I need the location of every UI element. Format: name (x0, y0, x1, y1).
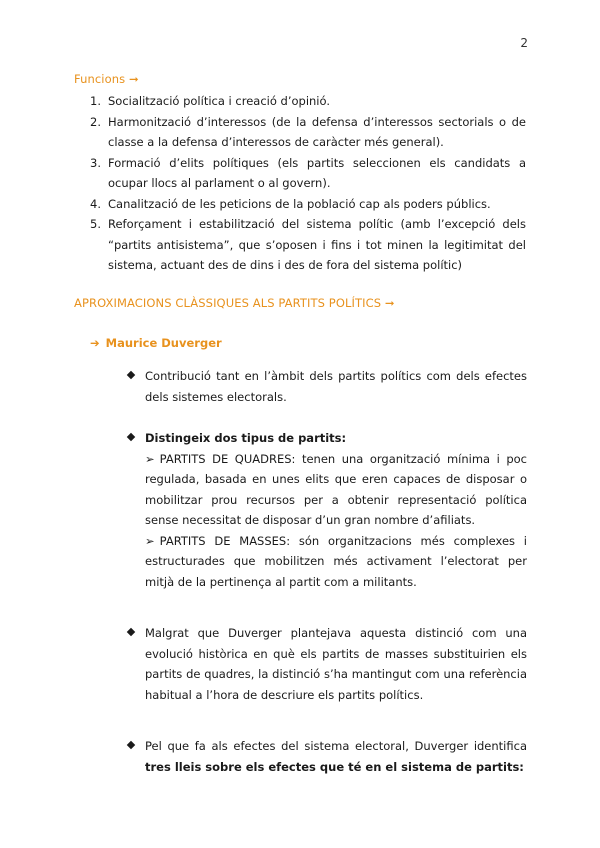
item-number: 1. (90, 94, 101, 108)
list-item (90, 214, 526, 276)
list-item (90, 112, 526, 153)
arrow-right-icon: ➔ (90, 336, 100, 350)
funcions-heading: Funcions ➞ (74, 72, 139, 86)
author-heading (90, 336, 222, 350)
aproximacions-heading: APROXIMACIONS CLÀSSIQUES ALS PARTITS POLÍTICS ➞ (74, 296, 395, 310)
arrowhead-icon: ➢ (145, 451, 155, 466)
duverger-bullets (124, 366, 527, 777)
bullet-bold-text: tres lleis sobre els efectes que té en el sistema de partits: (145, 759, 524, 774)
item-number: 4. (90, 196, 101, 211)
list-item (90, 153, 526, 194)
diamond-bullet-icon (127, 741, 135, 749)
funcions-list (90, 91, 526, 276)
diamond-bullet-icon (127, 628, 135, 636)
item-number: 5. (90, 217, 101, 231)
sub-item-quadres (145, 449, 527, 531)
item-text: Canalització de les peticions de la població cap als poders públics. (108, 196, 491, 211)
item-text: Formació d’elits polítiques (els partits seleccionen els candidats a ocupar llocs al parlament o al govern). (108, 155, 526, 190)
bullet-item (124, 736, 527, 777)
list-item (90, 91, 526, 112)
author-name: Maurice Duverger (105, 336, 222, 350)
item-text: Harmonització d’interessos (de la defensa d’interessos sectorials o de classe a la defensa d’interessos de caràcter més general). (108, 114, 526, 149)
bullet-item (124, 366, 527, 407)
bullet-item (124, 623, 527, 705)
bullet-title: Distingeix dos tipus de partits: (145, 431, 347, 445)
bullet-text: Contribució tant en l’àmbit dels partits polítics com dels efectes dels sistemes electorals. (145, 369, 527, 404)
page-number: 2 (520, 36, 528, 50)
diamond-bullet-icon (127, 371, 135, 379)
sub-item-text: PARTITS DE QUADRES: tenen una organització mínima i poc regulada, basada en unes elits que eren capaces de disposar o mobilitzar prou recursos per a obtenir representació política sense necessitat de disposar d’un gran nombre d’afiliats. (145, 451, 527, 527)
item-number: 3. (90, 155, 101, 170)
arrowhead-icon: ➢ (145, 533, 155, 548)
item-number: 2. (90, 114, 101, 129)
diamond-bullet-icon (127, 433, 135, 441)
bullet-item (124, 428, 527, 592)
item-text: Reforçament i estabilització del sistema polític (amb l’excepció dels “partits antisistema”, que s’oposen i fins i tot minen la legitimitat del sistema, actuant des de dins i des de fora del sistema polític) (108, 217, 526, 272)
bullet-text: Pel que fa als efectes del sistema electoral, Duverger identifica (145, 739, 527, 753)
bullet-text: Malgrat que Duverger plantejava aquesta distinció com una evolució històrica en què els partits de masses substituirien els partits de quadres, la distinció s’ha mantingut com una referència habitual a l’hora de descriure els partits polítics. (145, 626, 527, 702)
sub-item-text: PARTITS DE MASSES: són organitzacions més complexes i estructurades que mobilitzen més activament l’electorat per mitjà de la pertinença al partit com a militants. (145, 533, 527, 589)
sub-item-masses (145, 531, 527, 593)
list-item (90, 194, 526, 215)
item-text: Socialització política i creació d’opinió. (108, 94, 330, 108)
